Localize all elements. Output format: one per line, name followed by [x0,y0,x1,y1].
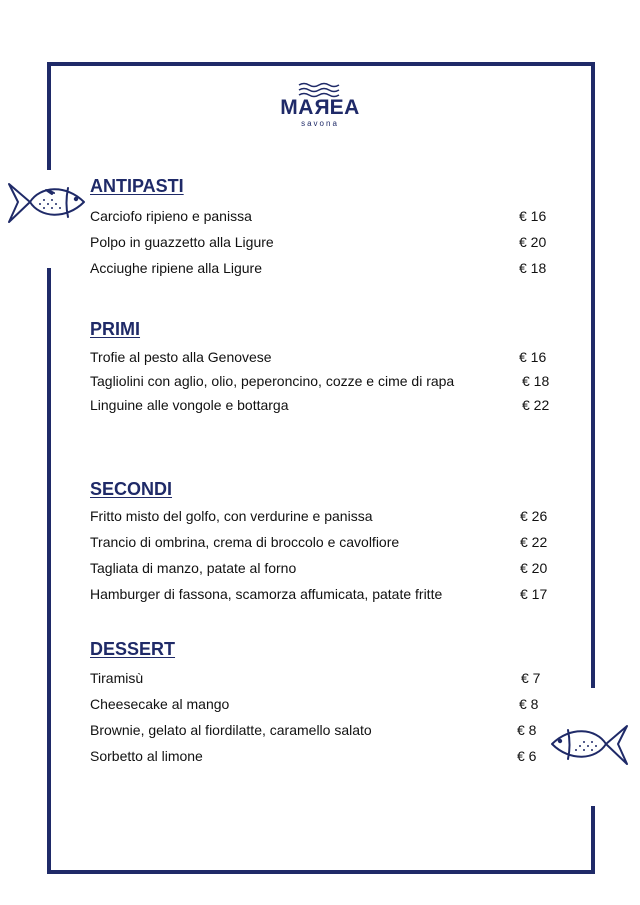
menu-item-price: € 20 [519,234,547,250]
menu-item: Hamburger di fassona, scamorza affumicata, patate fritte [90,586,443,602]
menu-item-price: € 20 [520,560,548,576]
menu-item: Acciughe ripiene alla Ligure [90,260,262,276]
fish-icon [6,180,88,226]
menu-item: Tagliolini con aglio, olio, peperoncino, cozze e cime di rapa [90,373,455,389]
section-title-secondi: SECONDI [90,479,173,499]
section-title-antipasti: ANTIPASTI [90,176,184,196]
menu-item: Brownie, gelato al fiordilatte, caramello salato [90,722,372,738]
menu-item-price: € 6 [517,748,537,764]
menu-item-price: € 18 [522,373,550,389]
menu-item: Linguine alle vongole e bottarga [90,397,289,413]
frame-right-lower [591,806,595,874]
menu-item-price: € 16 [519,208,547,224]
menu-item-price: € 16 [519,349,547,365]
menu-item: Polpo in guazzetto alla Ligure [90,234,274,250]
menu-item-price: € 8 [517,722,537,738]
frame-bottom [47,870,595,874]
logo-wordmark: MAREA [280,96,360,119]
logo-location: savona [301,119,339,128]
menu-item-price: € 8 [519,696,539,712]
menu-item-price: € 17 [520,586,548,602]
frame-right-upper [591,62,595,688]
menu-item: Sorbetto al limone [90,748,203,764]
section-title-primi: PRIMI [90,319,141,339]
fish-icon [548,722,630,768]
menu-item: Tiramisù [90,670,144,686]
menu-item: Carciofo ripieno e panissa [90,208,252,224]
menu-item-price: € 26 [520,508,548,524]
frame-left-lower [47,268,51,874]
menu-item: Trofie al pesto alla Genovese [90,349,272,365]
section-title-dessert: DESSERT [90,639,176,659]
restaurant-logo [270,82,370,128]
frame-left-upper [47,62,51,170]
menu-item: Fritto misto del golfo, con verdurine e panissa [90,508,373,524]
menu-item-price: € 7 [521,670,541,686]
menu-item: Tagliata di manzo, patate al forno [90,560,297,576]
menu-item-price: € 18 [519,260,547,276]
menu-item-price: € 22 [522,397,550,413]
menu-item: Cheesecake al mango [90,696,230,712]
menu-item-price: € 22 [520,534,548,550]
frame-top [47,62,595,66]
menu-item: Trancio di ombrina, crema di broccolo e cavolfiore [90,534,400,550]
